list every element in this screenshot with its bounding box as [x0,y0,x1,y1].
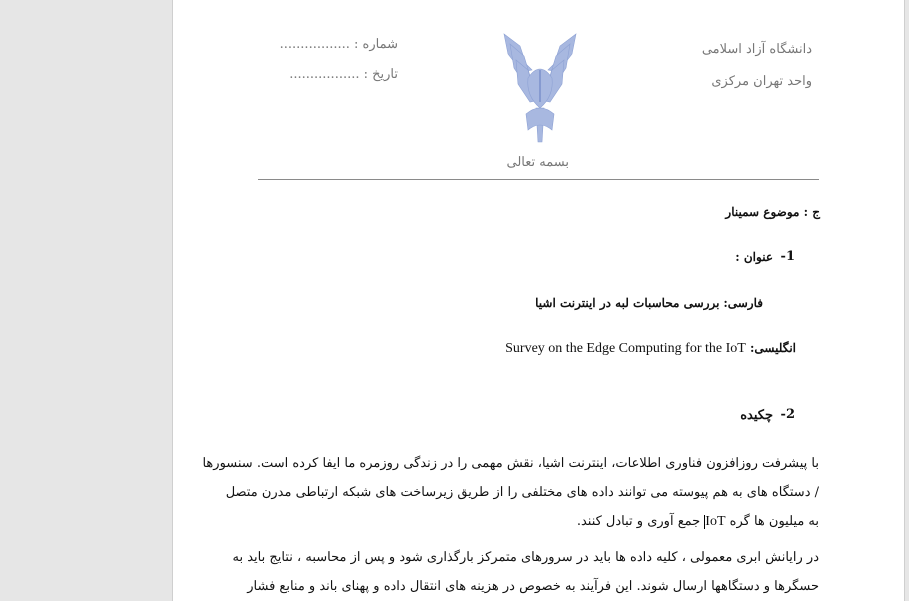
english-title: Survey on the Edge Computing for the IoT [505,341,746,356]
english-title-row [505,341,796,357]
english-title-label: انگلیسی: [749,341,796,355]
abstract-number: 2- [780,407,795,422]
date-field: تاریخ : ................. [289,67,398,82]
section-heading: ج : موضوع سمینار [725,205,820,219]
persian-title: بررسی محاسبات لبه در اینترنت اشیا [535,296,720,310]
title-label: عنوان : [735,250,773,264]
title-number: 1- [780,249,795,264]
persian-title-row [535,296,763,310]
right-page-margin [904,0,909,601]
basmala: بسمه تعالی [506,155,569,170]
persian-title-label: فارسی: [723,296,763,310]
paragraph-line: در رایانش ابری معمولی ، کلیه داده ها باید در سرورهای متمرکز بارگذاری شود و پس از محاسبه ، نتایج باید به [232,550,819,565]
abstract-label: چکیده [740,408,773,423]
branch-name: واحد تهران مرکزی [711,74,812,89]
number-field: شماره : ................. [279,37,398,52]
abstract-paragraph-2[interactable] [232,543,819,601]
paragraph-line: با پیشرفت روزافزون فناوری اطلاعات، اینترنت اشیا، نقش مهمی را در زندگی روزمره ما ایفا کرده است. سنسورها [202,456,819,471]
left-page-margin [0,0,173,601]
paragraph-line: به میلیون ها گره IoT جمع آوری و تبادل کنند. [576,514,819,529]
azad-university-logo-icon [500,30,580,148]
paragraph-line: / دستگاه های به هم پیوسته می توانند داده های مختلفی را از طریق زیرساخت های شبکه ارتباطی مدرن متصل [225,485,819,500]
paragraph-line: حسگرها و دستگاهها ارسال شوند. این فرآیند به خصوص در هزینه های انتقال داده و پهنای باند و منابع فشار [247,579,819,594]
abstract-paragraph-1[interactable] [202,449,819,536]
header-divider [258,179,819,180]
iot-term: IoT [705,514,726,529]
university-name: دانشگاه آزاد اسلامی [701,42,812,57]
